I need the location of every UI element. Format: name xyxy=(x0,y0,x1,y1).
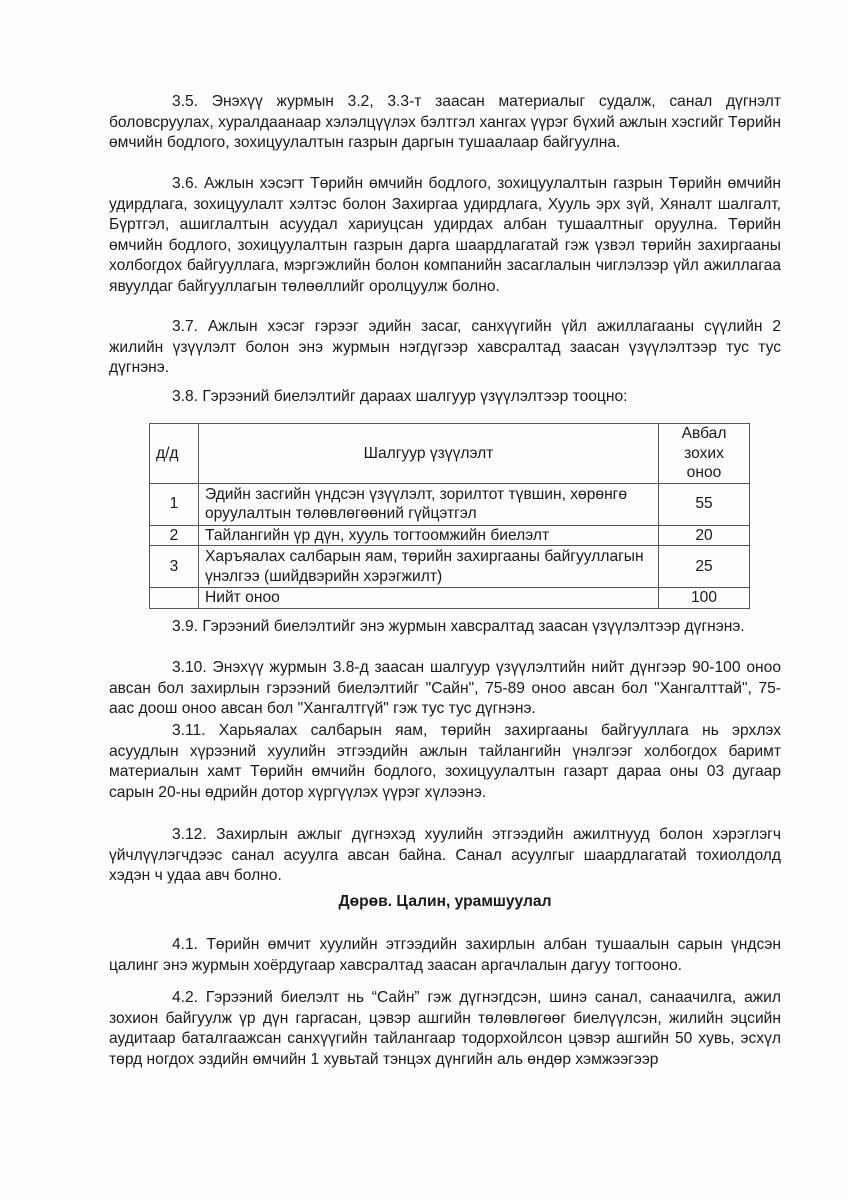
row-score: 55 xyxy=(659,483,750,525)
row-number: 2 xyxy=(150,525,199,546)
paragraph-3-7: 3.7. Ажлын хэсэг гэрээг эдийн засаг, санхүүгийн үйл ажиллагааны сүүлийн 2 жилийн үзүүлэлт болон энэ журмын нэгдүгээр хавсралтад заасан үзүүлэлтээр тус тус дүгнэнэ. xyxy=(109,318,781,376)
row-criterion: Тайлангийн үр дүн, хууль тогтоомжийн биелэлт xyxy=(199,525,659,546)
total-score: 100 xyxy=(659,588,750,609)
paragraph-3-9: 3.9. Гэрээний биелэлтийг энэ журмын хавсралтад заасан үзүүлэлтээр дүгнэнэ. xyxy=(172,618,745,635)
paragraph-3-6: 3.6. Ажлын хэсэгт Төрийн өмчийн бодлого, зохицуулалтын газрын Төрийн өмчийн удирдлага, зохицуулалт хэлтэс болон Захиргаа удирдлага, Хууль эрх зүй, Хяналт шалгалт, Бүртгэл, ашиглалтын асуудал хариуцсан удирдах албан тушаалтныг оруулна. Төрийн өмчийн бодлого, зохицуулалтын газрын дарга шаардлагатай гэж үзвэл төрийн захиргааны холбогдох байгууллага, мэргэжлийн болон компанийн засаглалын чиглэлээр үйл ажиллагаа явуулдаг байгууллагын төлөөллийг оролцуулж болно. xyxy=(109,175,781,295)
table-header-row xyxy=(150,424,750,484)
header-score-line1: Авбал xyxy=(681,425,727,442)
row-criterion: Харъяалах салбарын яам, төрийн захиргааны байгууллагын үнэлгээ (шийдвэрийн хэрэгжилт) xyxy=(199,546,659,588)
row-score: 20 xyxy=(659,525,750,546)
paragraph-3-8: 3.8. Гэрээний биелэлтийг дараах шалгуур үзүүлэлтээр тооцно: xyxy=(172,388,628,405)
total-label: Нийт оноо xyxy=(199,588,659,609)
paragraph-3-10: 3.10. Энэхүү журмын 3.8-д заасан шалгуур үзүүлэлтийн нийт дүнгээр 90-100 оноо авсан бол захирлын гэрээний биелэлтийг "Сайн", 75-89 оноо авсан бол "Хангалттай", 75-аас доош оноо авсан бол "Хангалтгүй" гэж тус тус дүгнэнэ. xyxy=(109,659,781,717)
header-criterion: Шалгуур үзүүлэлт xyxy=(199,424,659,484)
paragraph-4-1: 4.1. Төрийн өмчит хуулийн этгээдийн захирлын албан тушаалын сарын үндсэн цалинг энэ журмын хоёрдугаар хавсралтад заасан аргачлалын дагуу тогтооно. xyxy=(109,936,781,974)
table-row xyxy=(150,483,750,525)
total-number xyxy=(150,588,199,609)
paragraph-3-12: 3.12. Захирлын ажлыг дүгнэхэд хуулийн этгээдийн ажилтнууд болон хэрэглэгч үйчлүүлэгчдээс санал асуулга авсан байна. Санал асуулгыг шаардлагатай тохиолдолд хэдэн ч удаа авч болно. xyxy=(109,826,781,884)
paragraph-3-11: 3.11. Харьяалах салбарын яам, төрийн захиргааны байгууллага нь эрхлэх асуудлын хүрээний хуулийн этгээдийн ажлын тайлангийн үнэлгээг холбогдох баримт материалын хамт Төрийн өмчийн бодлого, зохицуулалтын газарт дараа оны 03 дугаар сарын 20-ны өдрийн дотор хүргүүлэх үүрэг хүлээнэ. xyxy=(109,722,781,801)
paragraph-4-2: 4.2. Гэрээний биелэлт нь “Сайн” гэж дүгнэгдсэн, шинэ санал, санаачилга, ажил зохион байгуулж үр дүн гаргасан, цэвэр ашгийн төлөвлөгөөг биелүүлсэн, жилийн эцсийн аудитаар баталгаажсан санхүүгийн тайлангаар тодорхойлсон цэвэр ашгийн 50 хувь, эсхүл төрд ногдох эздийн өмчийн 1 хувьтай тэнцэх дүнгийн аль өндөр хэмжээгээр xyxy=(109,989,781,1068)
table-total-row xyxy=(150,588,750,609)
row-criterion: Эдийн засгийн үндсэн үзүүлэлт, зорилтот түвшин, хөрөнгө оруулалтын төлөвлөгөөний гүйцэтгэл xyxy=(199,483,659,525)
row-score: 25 xyxy=(659,546,750,588)
table-row xyxy=(150,525,750,546)
header-score xyxy=(659,424,750,484)
header-number: д/д xyxy=(150,424,199,484)
header-score-line2: зохих xyxy=(684,444,724,462)
header-score-line3: оноо xyxy=(686,464,722,481)
row-number: 1 xyxy=(150,483,199,525)
row-number: 3 xyxy=(150,546,199,588)
section-4-heading: Дөрөв. Цалин, урамшуулал xyxy=(338,893,552,910)
criteria-table xyxy=(149,423,750,609)
table-row xyxy=(150,546,750,588)
paragraph-3-5: 3.5. Энэхүү журмын 3.2, 3.3-т заасан материалыг судалж, санал дүгнэлт боловсруулах, хуралдаанаар хэлэлцүүлэх бэлтгэл хангах үүрэг бүхий ажлын хэсгийг Төрийн өмчийн бодлого, зохицуулалтын газрын даргын тушаалаар байгуулна. xyxy=(109,93,781,151)
